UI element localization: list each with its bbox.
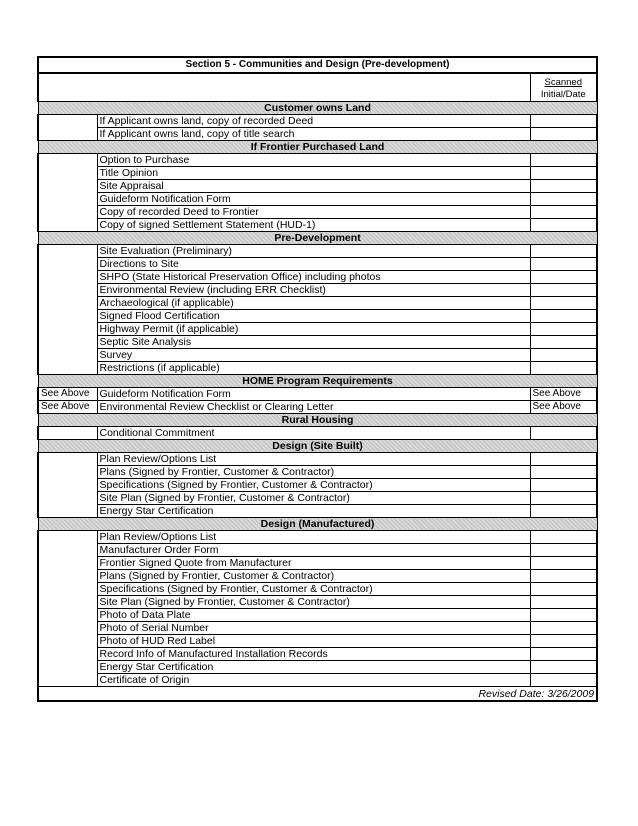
- row-document-label: Option to Purchase: [97, 154, 530, 167]
- row-document-label: Certificate of Origin: [97, 674, 530, 687]
- checklist-row: [38, 427, 597, 440]
- page-title: Section 5 - Communities and Design (Pre-development): [38, 57, 597, 73]
- section-heading: Customer owns Land: [38, 102, 597, 115]
- row-document-label: Record Info of Manufactured Installation Records: [97, 648, 530, 661]
- row-reference-note: [38, 310, 97, 323]
- section-heading: Rural Housing: [38, 414, 597, 427]
- row-document-label: Environmental Review Checklist or Clearing Letter: [97, 401, 530, 414]
- row-reference-note: [38, 167, 97, 180]
- row-scanned-initial-date[interactable]: [530, 583, 597, 596]
- checklist-table: [37, 56, 598, 702]
- checklist-row: [38, 674, 597, 687]
- row-reference-note: [38, 193, 97, 206]
- row-scanned-initial-date[interactable]: [530, 544, 597, 557]
- row-document-label: Signed Flood Certification: [97, 310, 530, 323]
- row-scanned-initial-date[interactable]: [530, 570, 597, 583]
- row-document-label: Specifications (Signed by Frontier, Customer & Contractor): [97, 479, 530, 492]
- section-heading: Pre-Development: [38, 232, 597, 245]
- row-reference-note: [38, 297, 97, 310]
- row-document-label: Photo of Data Plate: [97, 609, 530, 622]
- footer-row: [38, 687, 597, 702]
- row-scanned-initial-date[interactable]: [530, 492, 597, 505]
- section-header-row: [38, 102, 597, 115]
- row-reference-note: [38, 492, 97, 505]
- row-scanned-initial-date[interactable]: [530, 336, 597, 349]
- row-document-label: Environmental Review (including ERR Checklist): [97, 284, 530, 297]
- row-reference-note: [38, 180, 97, 193]
- row-scanned-initial-date[interactable]: See Above: [530, 388, 597, 401]
- checklist-row: [38, 323, 597, 336]
- checklist-row: [38, 661, 597, 674]
- row-reference-note: [38, 219, 97, 232]
- checklist-row: [38, 206, 597, 219]
- row-scanned-initial-date[interactable]: [530, 258, 597, 271]
- row-document-label: Photo of Serial Number: [97, 622, 530, 635]
- row-document-label: SHPO (State Historical Preservation Office) including photos: [97, 271, 530, 284]
- section-header-row: [38, 232, 597, 245]
- initial-date-label: Initial/Date: [540, 89, 586, 100]
- row-reference-note: [38, 284, 97, 297]
- checklist-row: [38, 401, 597, 414]
- row-document-label: Restrictions (if applicable): [97, 362, 530, 375]
- row-document-label: Copy of signed Settlement Statement (HUD-1): [97, 219, 530, 232]
- row-document-label: Energy Star Certification: [97, 661, 530, 674]
- row-scanned-initial-date[interactable]: [530, 167, 597, 180]
- row-scanned-initial-date[interactable]: [530, 128, 597, 141]
- row-scanned-initial-date[interactable]: [530, 531, 597, 544]
- row-reference-note: [38, 635, 97, 648]
- row-reference-note: [38, 128, 97, 141]
- checklist-row: [38, 180, 597, 193]
- row-document-label: Site Evaluation (Preliminary): [97, 245, 530, 258]
- section-heading: If Frontier Purchased Land: [38, 141, 597, 154]
- checklist-row: [38, 635, 597, 648]
- row-scanned-initial-date[interactable]: [530, 271, 597, 284]
- checklist-row: [38, 466, 597, 479]
- checklist-row: [38, 115, 597, 128]
- checklist-row: [38, 219, 597, 232]
- row-document-label: Manufacturer Order Form: [97, 544, 530, 557]
- row-document-label: Guideform Notification Form: [97, 193, 530, 206]
- row-reference-note: [38, 557, 97, 570]
- section-header-row: [38, 375, 597, 388]
- scanned-label: Scanned: [544, 77, 583, 88]
- row-scanned-initial-date[interactable]: [530, 349, 597, 362]
- row-scanned-initial-date[interactable]: [530, 427, 597, 440]
- row-scanned-initial-date[interactable]: [530, 219, 597, 232]
- checklist-row: [38, 596, 597, 609]
- checklist-row: [38, 557, 597, 570]
- checklist-row: [38, 284, 597, 297]
- row-scanned-initial-date[interactable]: [530, 206, 597, 219]
- row-document-label: Highway Permit (if applicable): [97, 323, 530, 336]
- row-document-label: Copy of recorded Deed to Frontier: [97, 206, 530, 219]
- row-reference-note: [38, 453, 97, 466]
- section-header-row: [38, 414, 597, 427]
- checklist-row: [38, 310, 597, 323]
- checklist-row: [38, 583, 597, 596]
- row-reference-note: [38, 674, 97, 687]
- row-document-label: Plan Review/Options List: [97, 531, 530, 544]
- checklist-row: [38, 609, 597, 622]
- checklist-row: [38, 336, 597, 349]
- row-reference-note: [38, 479, 97, 492]
- row-reference-note: [38, 258, 97, 271]
- row-reference-note: [38, 596, 97, 609]
- row-scanned-initial-date[interactable]: [530, 609, 597, 622]
- row-reference-note: [38, 544, 97, 557]
- section-heading: Design (Site Built): [38, 440, 597, 453]
- checklist-row: [38, 622, 597, 635]
- row-scanned-initial-date[interactable]: [530, 180, 597, 193]
- revised-date: Revised Date: 3/26/2009: [38, 687, 597, 702]
- checklist-row: [38, 128, 597, 141]
- row-document-label: Energy Star Certification: [97, 505, 530, 518]
- checklist-row: [38, 492, 597, 505]
- row-scanned-initial-date[interactable]: [530, 557, 597, 570]
- row-scanned-initial-date[interactable]: [530, 284, 597, 297]
- row-scanned-initial-date[interactable]: [530, 297, 597, 310]
- row-reference-note: [38, 648, 97, 661]
- row-scanned-initial-date[interactable]: See Above: [530, 401, 597, 414]
- row-scanned-initial-date[interactable]: [530, 310, 597, 323]
- row-document-label: Plans (Signed by Frontier, Customer & Contractor): [97, 466, 530, 479]
- checklist-row: [38, 349, 597, 362]
- row-reference-note: [38, 466, 97, 479]
- row-reference-note: [38, 661, 97, 674]
- row-scanned-initial-date[interactable]: [530, 362, 597, 375]
- checklist-row: [38, 453, 597, 466]
- row-document-label: Plans (Signed by Frontier, Customer & Contractor): [97, 570, 530, 583]
- checklist-row: [38, 154, 597, 167]
- row-scanned-initial-date[interactable]: [530, 661, 597, 674]
- section-heading: Design (Manufactured): [38, 518, 597, 531]
- checklist-row: [38, 297, 597, 310]
- row-scanned-initial-date[interactable]: [530, 154, 597, 167]
- row-document-label: Archaeological (if applicable): [97, 297, 530, 310]
- row-document-label: Site Plan (Signed by Frontier, Customer & Contractor): [97, 492, 530, 505]
- row-reference-note: [38, 427, 97, 440]
- scanned-header-row: [38, 73, 597, 102]
- row-scanned-initial-date[interactable]: [530, 674, 597, 687]
- row-reference-note: [38, 362, 97, 375]
- section-header-row: [38, 141, 597, 154]
- row-document-label: Site Appraisal: [97, 180, 530, 193]
- checklist-row: [38, 648, 597, 661]
- row-scanned-initial-date[interactable]: [530, 453, 597, 466]
- row-scanned-initial-date[interactable]: [530, 505, 597, 518]
- row-reference-note: [38, 583, 97, 596]
- row-scanned-initial-date[interactable]: [530, 479, 597, 492]
- row-scanned-initial-date[interactable]: [530, 596, 597, 609]
- row-document-label: Directions to Site: [97, 258, 530, 271]
- row-reference-note: [38, 154, 97, 167]
- row-reference-note: [38, 622, 97, 635]
- checklist-row: [38, 245, 597, 258]
- section-header-row: [38, 440, 597, 453]
- title-row: [38, 57, 597, 73]
- row-scanned-initial-date[interactable]: [530, 245, 597, 258]
- checklist-sheet: [37, 56, 596, 702]
- row-reference-note: [38, 531, 97, 544]
- row-document-label: Septic Site Analysis: [97, 336, 530, 349]
- row-scanned-initial-date[interactable]: [530, 635, 597, 648]
- row-reference-note: [38, 336, 97, 349]
- row-document-label: If Applicant owns land, copy of recorded Deed: [97, 115, 530, 128]
- row-reference-note: [38, 271, 97, 284]
- checklist-row: [38, 271, 597, 284]
- checklist-row: [38, 362, 597, 375]
- row-reference-note: See Above: [38, 401, 97, 414]
- row-document-label: Frontier Signed Quote from Manufacturer: [97, 557, 530, 570]
- row-scanned-initial-date[interactable]: [530, 648, 597, 661]
- checklist-row: [38, 544, 597, 557]
- row-reference-note: See Above: [38, 388, 97, 401]
- row-reference-note: [38, 206, 97, 219]
- checklist-row: [38, 505, 597, 518]
- checklist-row: [38, 479, 597, 492]
- row-scanned-initial-date[interactable]: [530, 466, 597, 479]
- section-heading: HOME Program Requirements: [38, 375, 597, 388]
- row-reference-note: [38, 505, 97, 518]
- row-document-label: Specifications (Signed by Frontier, Customer & Contractor): [97, 583, 530, 596]
- scanned-header: [530, 73, 597, 102]
- checklist-row: [38, 167, 597, 180]
- checklist-row: [38, 531, 597, 544]
- row-document-label: Photo of HUD Red Label: [97, 635, 530, 648]
- row-reference-note: [38, 245, 97, 258]
- row-reference-note: [38, 323, 97, 336]
- checklist-row: [38, 193, 597, 206]
- row-document-label: Guideform Notification Form: [97, 388, 530, 401]
- row-reference-note: [38, 609, 97, 622]
- row-document-label: Survey: [97, 349, 530, 362]
- row-document-label: If Applicant owns land, copy of title search: [97, 128, 530, 141]
- row-scanned-initial-date[interactable]: [530, 193, 597, 206]
- checklist-row: [38, 258, 597, 271]
- row-scanned-initial-date[interactable]: [530, 622, 597, 635]
- row-scanned-initial-date[interactable]: [530, 115, 597, 128]
- row-document-label: Site Plan (Signed by Frontier, Customer & Contractor): [97, 596, 530, 609]
- row-document-label: Title Opinion: [97, 167, 530, 180]
- scanned-header-spacer: [38, 73, 530, 102]
- section-header-row: [38, 518, 597, 531]
- row-document-label: Conditional Commitment: [97, 427, 530, 440]
- row-document-label: Plan Review/Options List: [97, 453, 530, 466]
- checklist-row: [38, 570, 597, 583]
- row-reference-note: [38, 570, 97, 583]
- row-reference-note: [38, 115, 97, 128]
- row-reference-note: [38, 349, 97, 362]
- checklist-row: [38, 388, 597, 401]
- row-scanned-initial-date[interactable]: [530, 323, 597, 336]
